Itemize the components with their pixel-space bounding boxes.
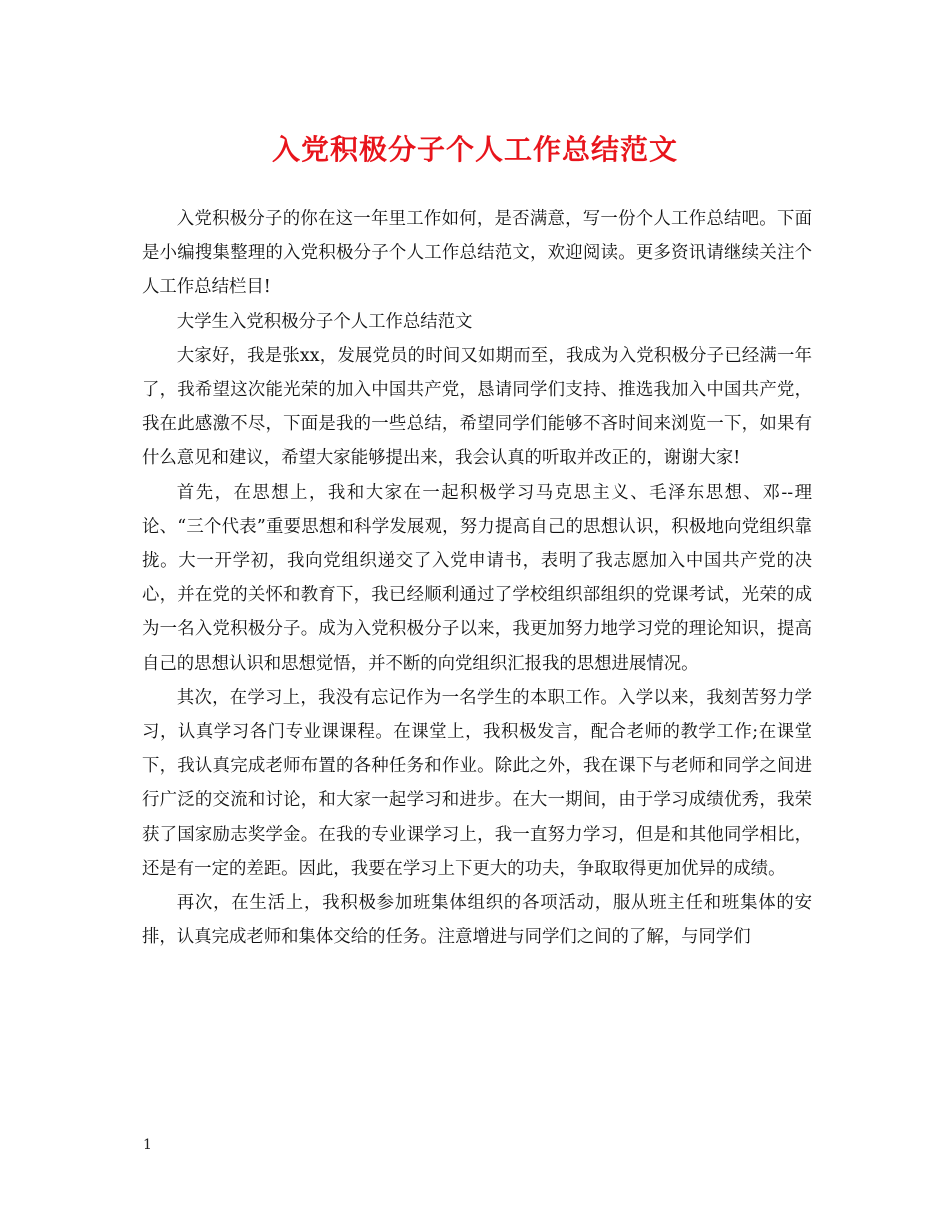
paragraph-greeting: 大家好，我是张xx，发展党员的时间又如期而至，我成为入党积极分子已经满一年了，我希望这次能光荣的加入中国共产党，恳请同学们支持、推选我加入中国共产党，我在此感激不尽，下面是我的一些总结，希望同学们能够不吝时间来浏览一下，如果有什么意见和建议，希望大家能够提出来，我会认真的听取并改正的，谢谢大家! — [142, 345, 812, 469]
paragraph-life: 再次，在生活上，我积极参加班集体组织的各项活动，服从班主任和班集体的安排，认真完成老师和集体交给的任务。注意增进与同学们之间的了解，与同学们 — [142, 893, 812, 948]
paragraph-ideology: 首先，在思想上，我和大家在一起积极学习马克思主义、毛泽东思想、邓--理论、“三个代表”重要思想和科学发展观，努力提高自己的思想认识，积极地向党组织靠拢。大一开学初，我向党组织递交了入党申请书，表明了我志愿加入中国共产党的决心，并在党的关怀和教育下，我已经顺利通过了学校组织部组织的党课考试，光荣的成为一名入党积极分子。成为入党积极分子以来，我更加努力地学习党的理论知识，提高自己的思想认识和思想觉悟，并不断的向党组织汇报我的思想进展情况。 — [142, 482, 812, 674]
paragraph-intro: 入党积极分子的你在这一年里工作如何，是否满意，写一份个人工作总结吧。下面是小编搜集整理的入党积极分子个人工作总结范文，欢迎阅读。更多资讯请继续关注个人工作总结栏目! — [142, 209, 812, 298]
paragraph-subtitle: 大学生入党积极分子个人工作总结范文 — [176, 311, 473, 332]
paragraph-study: 其次，在学习上，我没有忘记作为一名学生的本职工作。入学以来，我刻苦努力学习，认真学习各门专业课课程。在课堂上，我积极发言，配合老师的教学工作;在课堂下，我认真完成老师布置的各种任务和作业。除此之外，我在课下与老师和同学之间进行广泛的交流和讨论，和大家一起学习和进步。在大一期间，由于学习成绩优秀，我荣获了国家励志奖学金。在我的专业课学习上，我一直努力学习，但是和其他同学相比，还是有一定的差距。因此，我要在学习上下更大的功夫，争取取得更加优异的成绩。 — [142, 687, 812, 879]
page-number: 1 — [143, 1137, 152, 1153]
document-title: 入党积极分子个人工作总结范文 — [271, 133, 678, 166]
document-body — [142, 202, 812, 954]
